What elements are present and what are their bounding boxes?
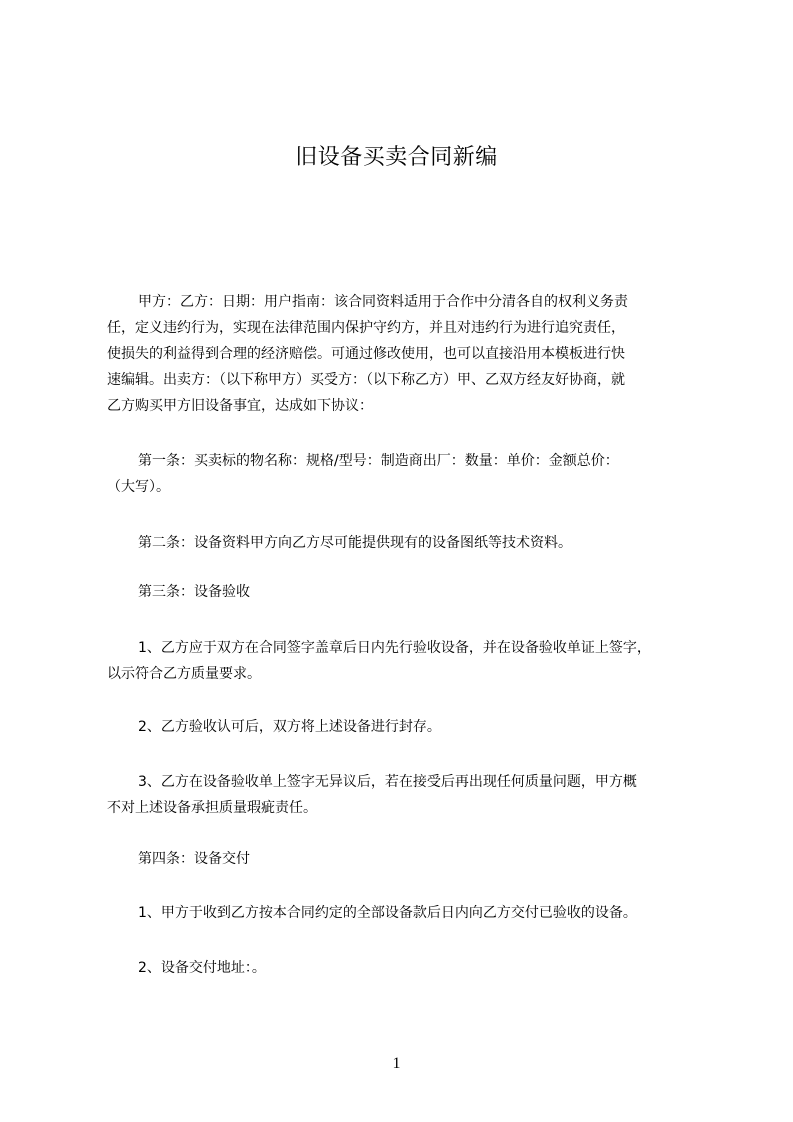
intro-line-4: 速编辑。出卖方：（以下称甲方）买受方：（以下称乙方）甲、乙双方经友好协商，就 xyxy=(107,372,625,388)
intro-line-3: 使损失的利益得到合理的经济赔偿。可通过修改使用，也可以直接沿用本模板进行快 xyxy=(107,346,625,362)
article-4-item-1: 1、甲方于收到乙方按本合同约定的全部设备款后日内向乙方交付已验收的设备。 xyxy=(138,905,637,921)
intro-line-1: 甲方：乙方：日期：用户指南：该合同资料适用于合作中分清各自的权利义务责 xyxy=(138,294,628,310)
article-2: 第二条：设备资料甲方向乙方尽可能提供现有的设备图纸等技术资料。 xyxy=(138,535,572,551)
article-3-item-1-line-1: 1、乙方应于双方在合同签字盖章后日内先行验收设备，并在设备验收单证上签字， xyxy=(138,640,651,656)
article-1-line-2: （大写）。 xyxy=(107,479,170,495)
article-4-heading: 第四条：设备交付 xyxy=(138,851,250,867)
article-3-item-2: 2、乙方验收认可后，双方将上述设备进行封存。 xyxy=(138,719,441,735)
article-1-line-1: 第一条：买卖标的物名称：规格/型号：制造商出厂：数量：单价：金额总价： xyxy=(138,453,619,469)
intro-line-5: 乙方购买甲方旧设备事宜，达成如下协议： xyxy=(107,398,373,414)
document-title: 旧设备买卖合同新编 xyxy=(295,145,498,170)
article-3-item-3-line-2: 不对上述设备承担质量瑕疵责任。 xyxy=(107,800,317,816)
article-4-item-2: 2、设备交付地址：。 xyxy=(138,960,266,976)
article-3-heading: 第三条：设备验收 xyxy=(138,584,250,600)
intro-line-2: 任，定义违约行为，实现在法律范围内保护守约方，并且对违约行为进行追究责任， xyxy=(107,320,625,336)
article-3-item-1-line-2: 以示符合乙方质量要求。 xyxy=(107,666,261,682)
page-number: 1 xyxy=(392,1055,401,1072)
article-3-item-3-line-1: 3、乙方在设备验收单上签字无异议后，若在接受后再出现任何质量问题，甲方概 xyxy=(138,774,637,790)
